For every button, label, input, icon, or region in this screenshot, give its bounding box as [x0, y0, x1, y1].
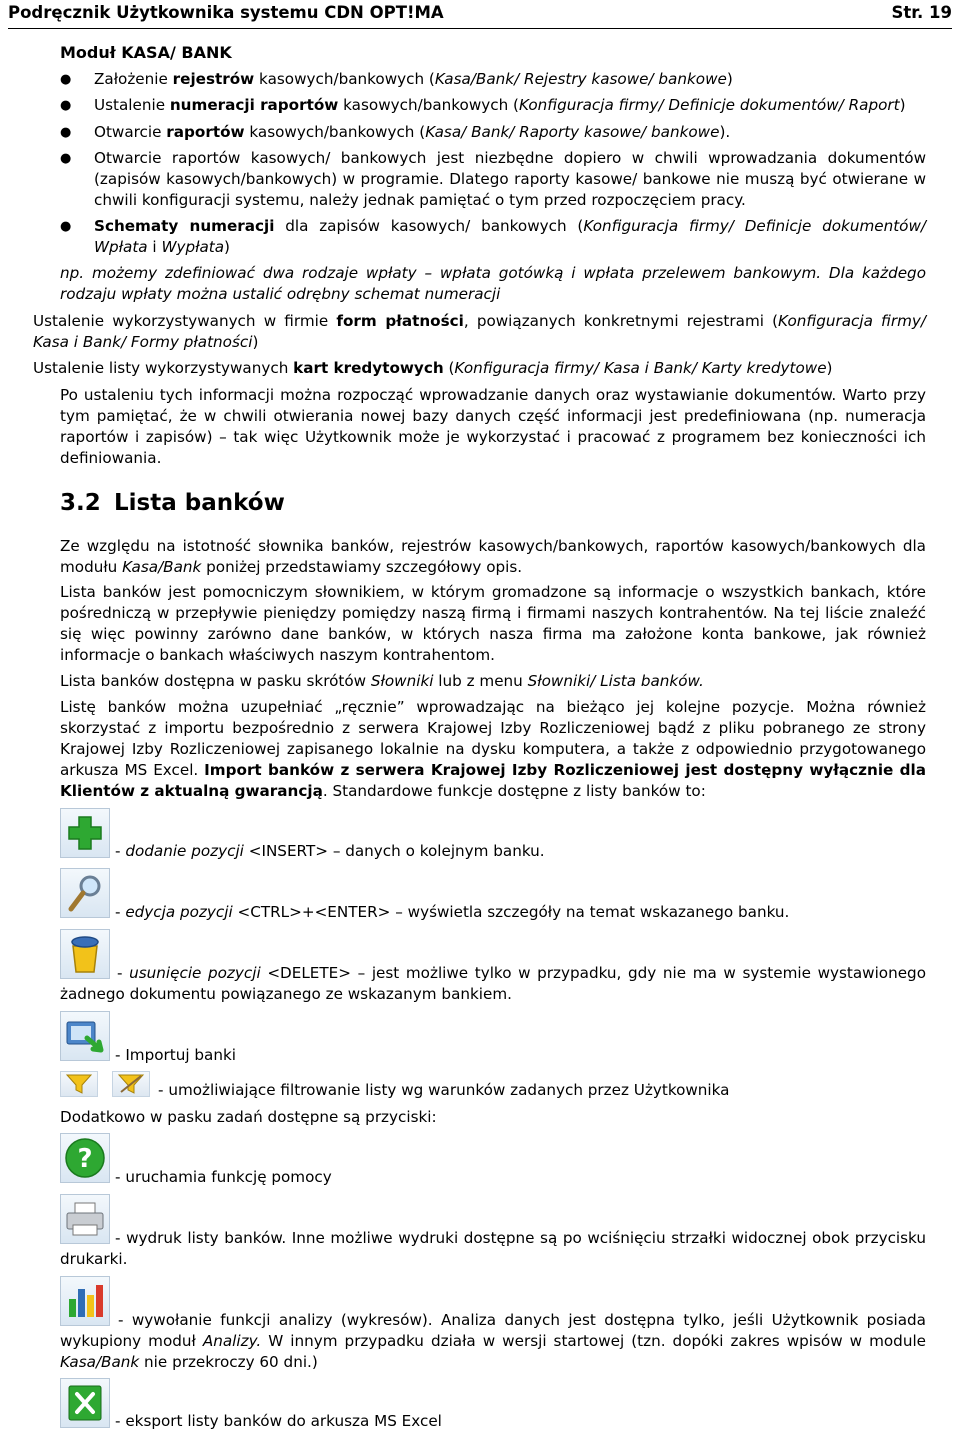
excel-icon — [61, 1379, 109, 1427]
plus-icon — [61, 809, 109, 857]
func-delete: - usunięcie pozycji <DELETE> – jest możliwe tylko w przypadku, gdy nie ma w systemie wystawionego żadnego dokumentu powiązanego ze wskazanym bankiem. — [60, 964, 926, 1003]
bullet-reports: Otwarcie raportów kasowych/bankowych (Kasa/ Bank/ Raporty kasowe/ bankowe). — [94, 123, 731, 141]
taskbar-print: - wydruk listy banków. Inne możliwe wydruki dostępne są po wciśnięciu strzałki widocznej obok przycisku drukarki. — [60, 1229, 927, 1268]
page-number: Str. 19 — [891, 3, 952, 22]
bullet-dot: ● — [60, 98, 72, 113]
func-filter: - umożliwiające filtrowanie listy wg warunków zadanych przez Użytkownika — [158, 1081, 730, 1099]
para-access: Lista banków dostępna w pasku skrótów Słowniki lub z menu Słowniki/ Lista banków. — [60, 672, 704, 690]
edit-button[interactable] — [60, 868, 110, 918]
add-button[interactable] — [60, 808, 110, 858]
para-credit-cards: Ustalenie listy wykorzystywanych kart kredytowych (Konfiguracja firmy/ Kasa i Bank/ Karty kredytowe) — [33, 359, 833, 377]
para-import: Listę banków można uzupełniać „ręcznie” wprowadzając na bieżąco jej kolejne pozycje. Można również skorzystać z importu bezpośrednio z serwera Krajowej Izby Rozliczeniowej bądź z pliku pobranego ze strony Krajowej Izby Rozliczeniowej zapisanego lokalnie na dysku komputera, a także z odpowiednio przygotowanego arkusza MS Excel. Import banków z serwera Krajowej Izby Rozliczeniowej jest dostępny wyłącznie dla Klientów z aktualną gwarancją. Standardowe funkcje dostępne z listy banków to: — [60, 698, 926, 800]
func-edit: - edycja pozycji <CTRL>+<ENTER> – wyświetla szczegóły na temat wskazanego banku. — [115, 903, 790, 921]
filter-button[interactable] — [60, 1071, 98, 1097]
section-heading — [60, 490, 285, 516]
taskbar-intro: Dodatkowo w pasku zadań dostępne są przyciski: — [60, 1108, 437, 1126]
bullet-reports-note: Otwarcie raportów kasowych/ bankowych jest niezbędne dopiero w chwili wprowadzania dokumentów (zapisów kasowych/bankowych) w programie. Dlatego raporty kasowe/ bankowe nie muszą być otwierane w chwili konfiguracji systemu, należy jednak pamiętać o tym przed rozpoczęciem pracy. — [94, 149, 926, 209]
para-intro: Ze względu na istotność słownika banków, rejestrów kasowych/bankowych, raportów kasowych/bankowych dla modułu Kasa/Bank poniżej przedstawiamy szczegółowy opis. — [60, 537, 926, 576]
svg-text:?: ? — [77, 1144, 93, 1174]
bullet-dot: ● — [60, 151, 72, 166]
bullet-dot: ● — [60, 125, 72, 140]
para-after-setup: Po ustaleniu tych informacji można rozpocząć wprowadzanie danych oraz wystawianie dokumentów. Warto przy tym pamiętać, że w chwili otwierania nowej bazy danych część informacji jest predefiniowana (np. numeracja raportów i zapisów) – tak więc Użytkownik może je wykorzystać i pracować z programem bez konieczności ich definiowania. — [60, 386, 926, 467]
taskbar-help: - uruchamia funkcję pomocy — [115, 1168, 332, 1186]
func-add: - dodanie pozycji <INSERT> – danych o kolejnym banku. — [115, 842, 545, 860]
filter-icon — [61, 1072, 97, 1096]
func-import: - Importuj banki — [115, 1046, 236, 1064]
taskbar-excel: - eksport listy banków do arkusza MS Excel — [115, 1412, 442, 1430]
example-note: np. możemy zdefiniować dwa rodzaje wpłaty – wpłata gotówką i wpłata przelewem bankowym. Dla każdego rodzaju wpłaty można ustalić odrębny schemat numeracji — [60, 264, 926, 303]
bullet-numbering: Ustalenie numeracji raportów kasowych/bankowych (Konfiguracja firmy/ Definicje dokumentów/ Raport) — [94, 96, 906, 114]
page-header — [8, 0, 952, 29]
doc-title: Podręcznik Użytkownika systemu CDN OPT!MA — [8, 3, 444, 22]
bullet-schemes: Schematy numeracji dla zapisów kasowych/ bankowych (Konfiguracja firmy/ Definicje dokumentów/ Wpłata i Wypłata) — [94, 217, 926, 256]
bullet-dot: ● — [60, 72, 72, 87]
taskbar-analysis: - wywołanie funkcji analizy (wykresów). Analiza danych jest dostępna tylko, jeśli Użytkownik posiada wykupiony moduł Analizy. W innym przypadku działa w wersji startowej (tzn. dopóki zakres wpisów w module Kasa/Bank nie przekroczy 60 dni.) — [60, 1311, 927, 1371]
module-heading: Moduł KASA/ BANK — [60, 43, 232, 62]
bullet-dot: ● — [60, 219, 72, 234]
filter-clear-button[interactable] — [112, 1071, 150, 1097]
help-icon — [61, 1134, 109, 1182]
bullet-registers: Założenie rejestrów kasowych/bankowych (Kasa/Bank/ Rejestry kasowe/ bankowe) — [94, 70, 733, 88]
para-payment-forms: Ustalenie wykorzystywanych w firmie form płatności, powiązanych konkretnymi rejestrami (Konfiguracja firmy/ Kasa i Bank/ Formy płatności) — [33, 312, 927, 351]
section-number: 3.2 — [60, 490, 101, 516]
magnifier-icon — [61, 869, 109, 917]
filter-clear-icon — [113, 1072, 149, 1096]
import-button[interactable] — [60, 1011, 110, 1061]
section-title: Lista banków — [114, 490, 285, 516]
import-icon — [61, 1012, 109, 1060]
para-bank-list: Lista banków jest pomocniczym słownikiem, w którym gromadzone są informacje o wszystkich bankach, które pośredniczą w przepływie pieniędzy pomiędzy naszą firmą i firmami naszych kontrahentów. Na tej liście znaleźć się więc powinny zarówno dane banków, w których nasza firma ma założone konta bankowe, jak również informacje o bankach właściwych naszym kontrahentom. — [60, 583, 926, 664]
excel-button[interactable] — [60, 1378, 110, 1428]
help-button[interactable] — [60, 1133, 110, 1183]
